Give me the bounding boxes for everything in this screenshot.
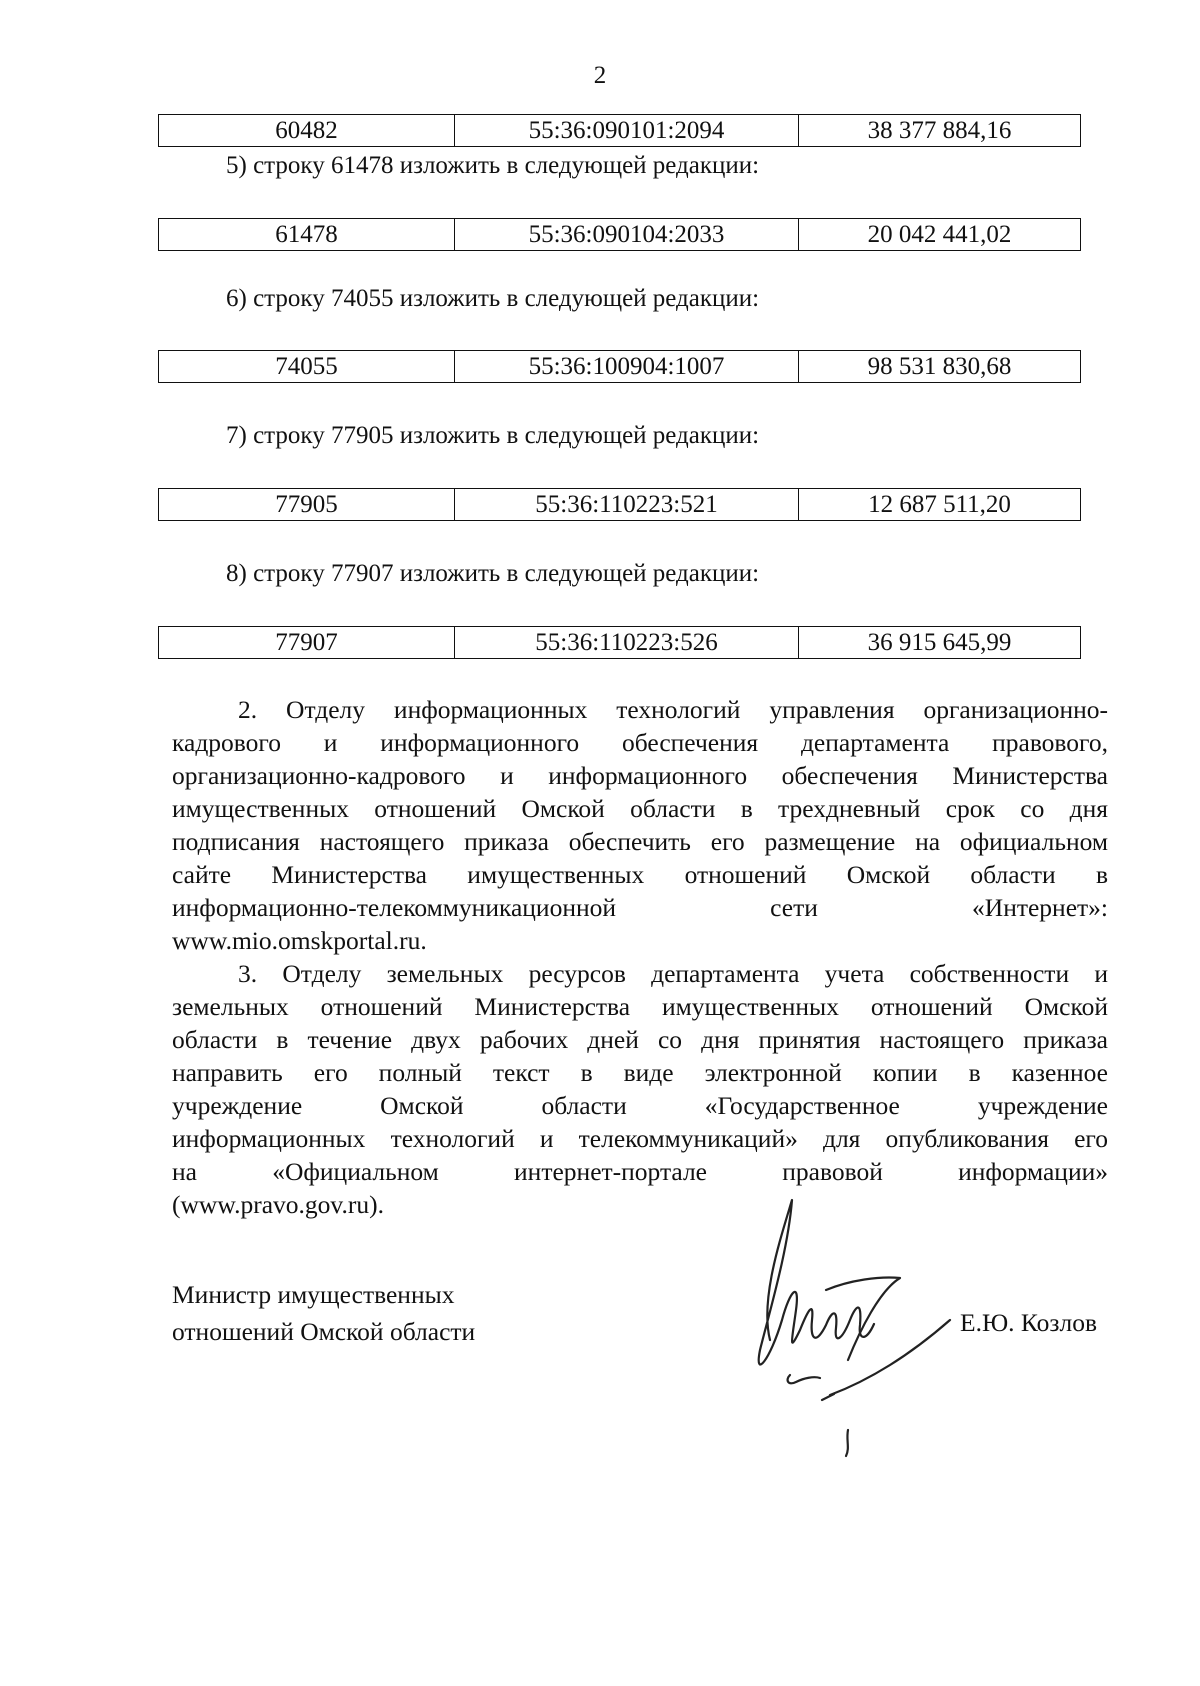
cadastral-number: 55:36:100904:1007 [455,351,799,383]
cadastral-value: 20 042 441,02 [799,219,1081,251]
paragraph-line: на «Официальном интернет-портале правовой информации» [172,1157,1108,1186]
signer-title-line-2: отношений Омской области [172,1317,476,1346]
signer-title [172,1276,475,1350]
edit-instruction: 5) строку 61478 изложить в следующей редакции: [226,152,760,179]
paragraph-line: земельных отношений Министерства имущественных отношений Омской [172,992,1108,1021]
edit-instruction: 7) строку 77905 изложить в следующей редакции: [226,422,760,449]
paragraph-line: имущественных отношений Омской области в трехдневный срок со дня [172,794,1108,823]
cadastral-value: 36 915 645,99 [799,627,1081,659]
signer-name: Е.Ю. Козлов [960,1308,1097,1337]
paragraph-line: направить его полный текст в виде электронной копии в казенное [172,1058,1108,1087]
row-number: 60482 [159,115,455,147]
row-number: 77907 [159,627,455,659]
paragraph-line: информационно-телекоммуникационной сети «Интернет»: [172,893,1108,922]
edit-instruction: 6) строку 74055 изложить в следующей редакции: [226,285,760,312]
paragraph-line: информационных технологий и телекоммуникаций» для опубликования его [172,1124,1108,1153]
table-row [158,218,1081,251]
cadastral-value: 12 687 511,20 [799,489,1081,521]
signer-title-line-1: Министр имущественных [172,1280,455,1309]
paragraph-line: (www.pravo.gov.ru). [172,1190,384,1219]
edit-instruction: 8) строку 77907 изложить в следующей редакции: [226,560,760,587]
paragraph-line: подписания настоящего приказа обеспечить его размещение на официальном [172,827,1108,856]
paragraph-line: области в течение двух рабочих дней со дня принятия настоящего приказа [172,1025,1108,1054]
paragraph-line: кадрового и информационного обеспечения департамента правового, [172,728,1108,757]
row-number: 61478 [159,219,455,251]
cadastral-number: 55:36:110223:521 [455,489,799,521]
paragraph-line: организационно-кадрового и информационного обеспечения Министерства [172,761,1108,790]
cadastral-number: 55:36:090104:2033 [455,219,799,251]
table-row [158,488,1081,521]
paragraph-line: 3. Отделу земельных ресурсов департамента учета собственности и [238,959,1108,988]
paragraph-line: www.mio.omskportal.ru. [172,926,427,955]
table-row [158,114,1081,147]
row-number: 74055 [159,351,455,383]
row-number: 77905 [159,489,455,521]
table-row [158,350,1081,383]
paragraph-line: учреждение Омской области «Государственное учреждение [172,1091,1108,1120]
table-row [158,626,1081,659]
paragraph-line: сайте Министерства имущественных отношений Омской области в [172,860,1108,889]
paragraph-line: 2. Отделу информационных технологий управления организационно- [238,695,1108,724]
page-number: 2 [593,62,607,89]
cadastral-number: 55:36:090101:2094 [455,115,799,147]
cadastral-number: 55:36:110223:526 [455,627,799,659]
cadastral-value: 98 531 830,68 [799,351,1081,383]
cadastral-value: 38 377 884,16 [799,115,1081,147]
handwritten-signature [730,1190,970,1460]
